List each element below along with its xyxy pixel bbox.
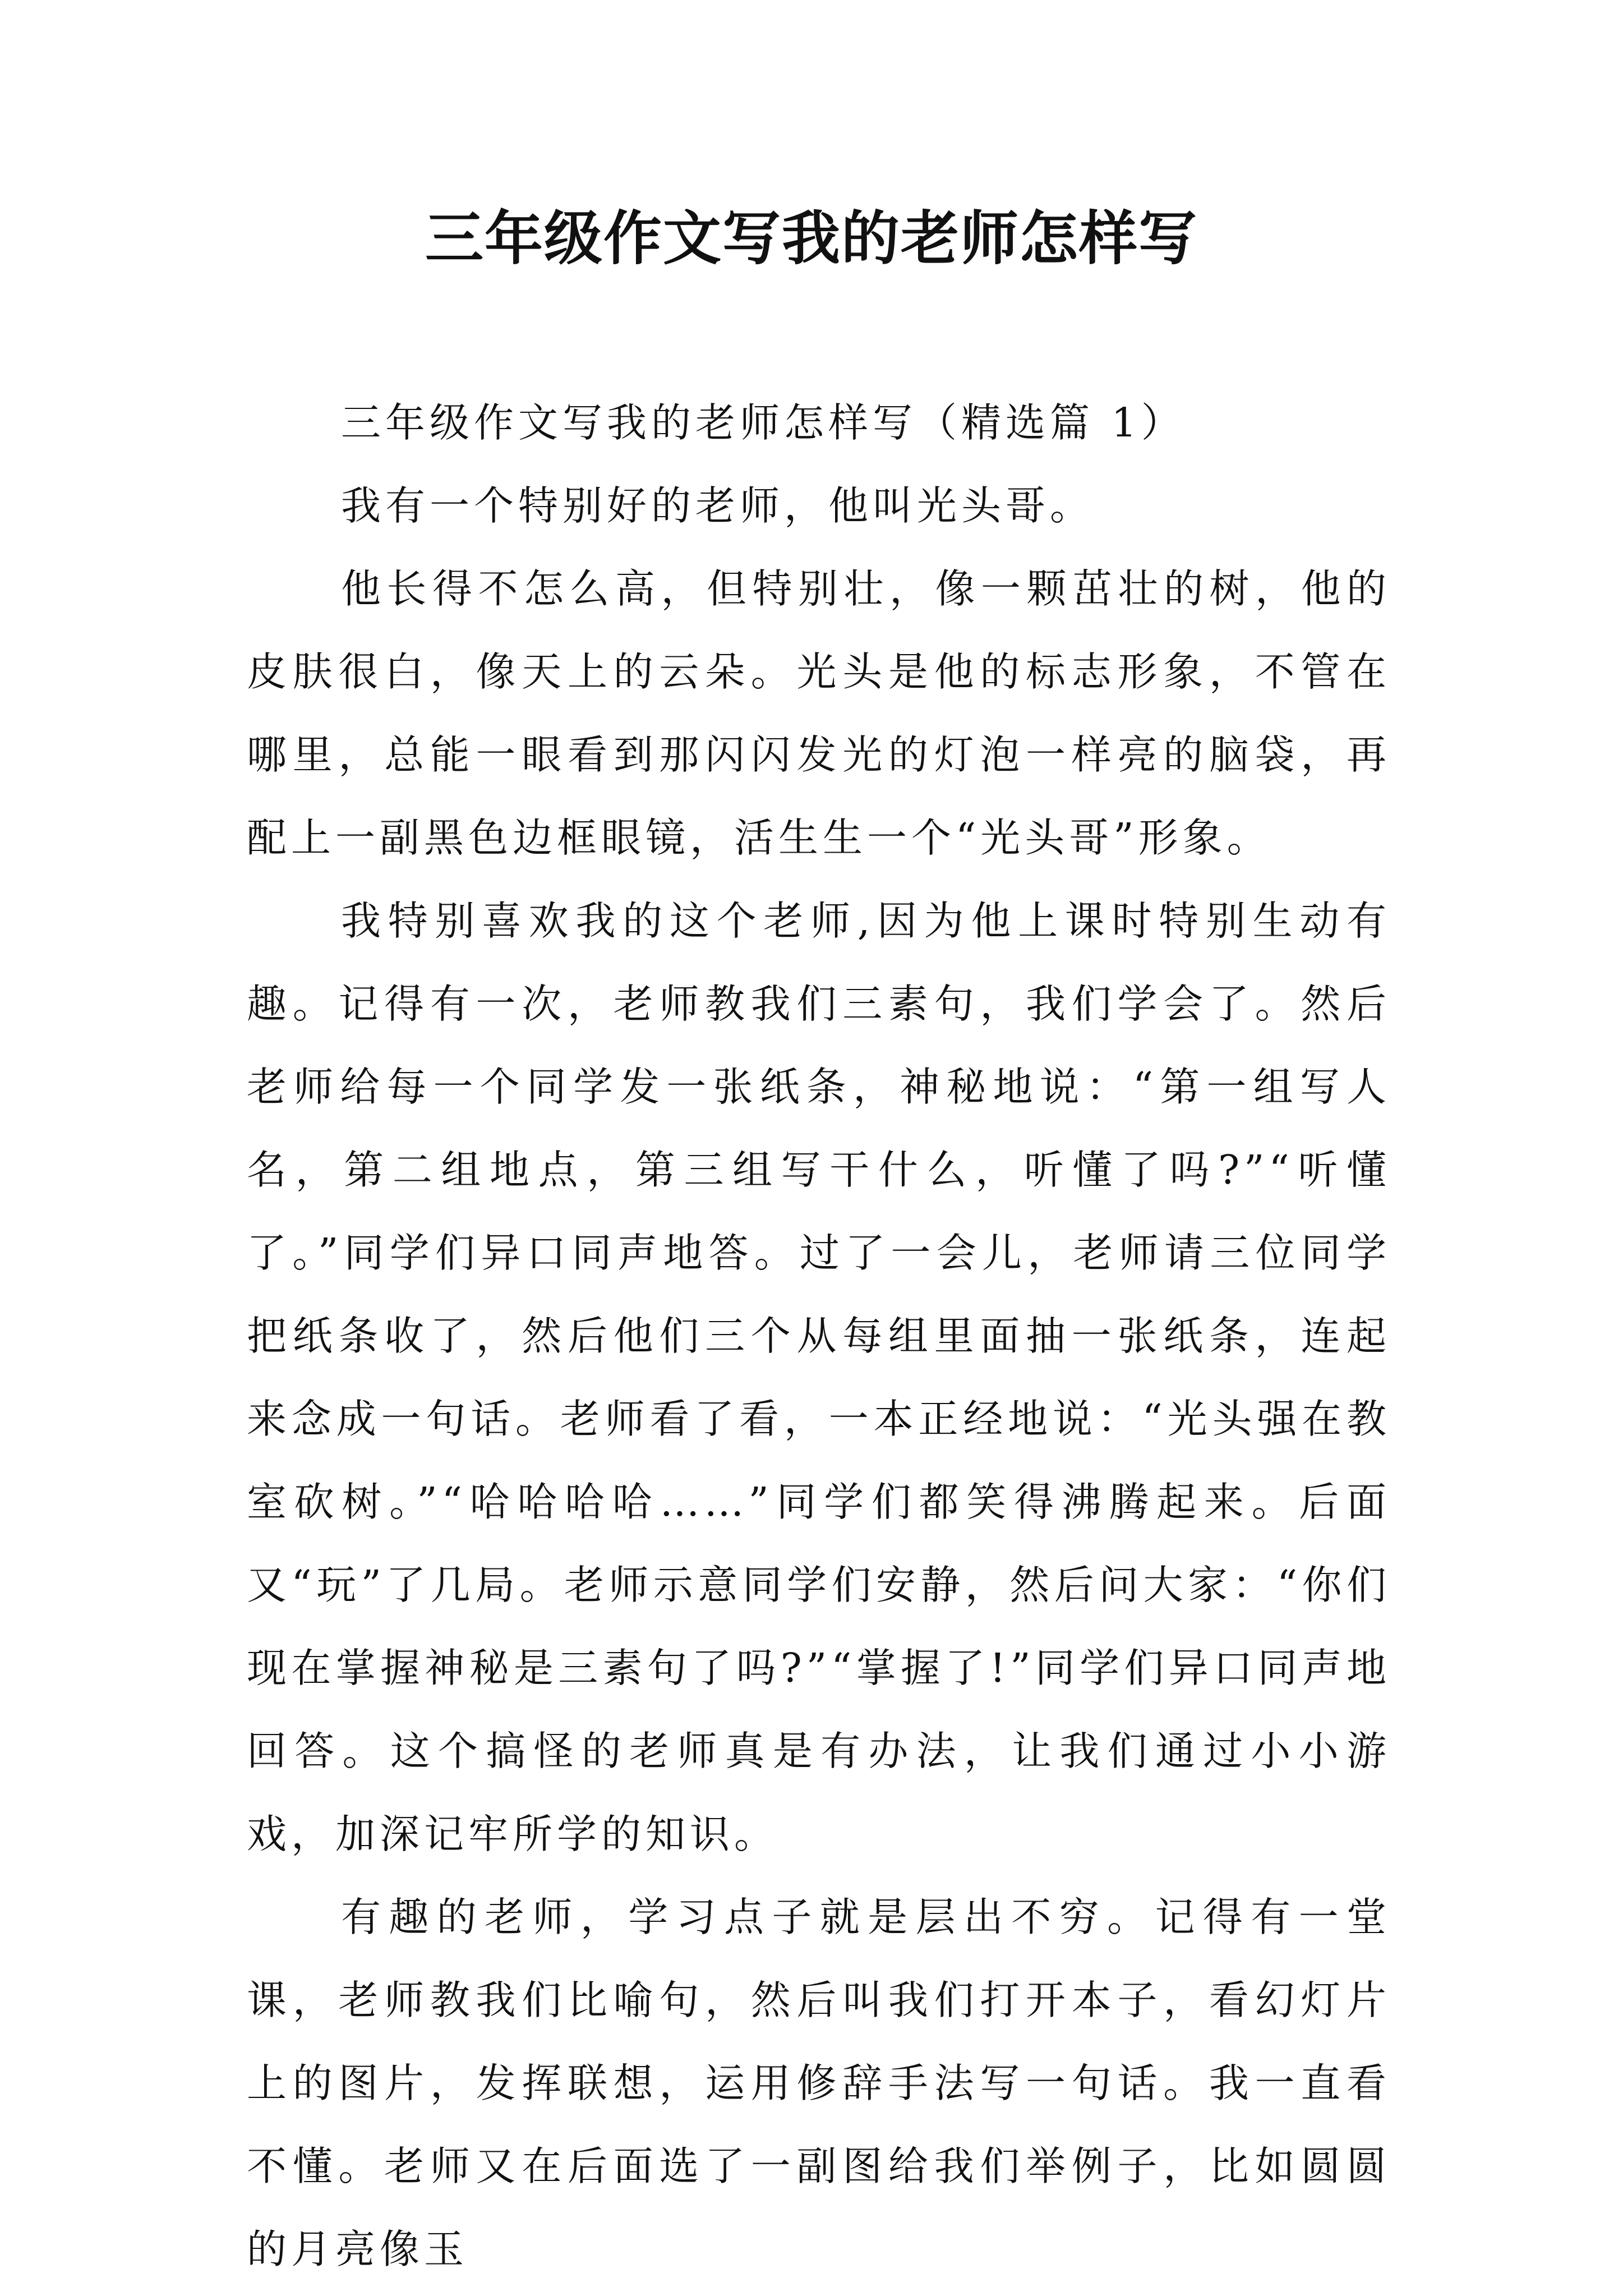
document-title: 三年级作文写我的老师怎样写 xyxy=(425,204,1198,273)
paragraph-subtitle: 三年级作文写我的老师怎样写（精选篇 1） xyxy=(341,399,1186,446)
document-body xyxy=(247,381,1391,2291)
paragraph: 我有一个特别好的老师，他叫光头哥。 xyxy=(341,482,1095,529)
paragraph: 他长得不怎么高，但特别壮，像一颗茁壮的树，他的皮肤很白，像天上的云朵。光头是他的标志形象，不管在哪里，总能一眼看到那闪闪发光的灯泡一样亮的脑袋，再配上一副黑色边框眼镜，活生生一个“光头哥”形象。 xyxy=(247,565,1391,861)
paragraph: 有趣的老师，学习点子就是层出不穷。记得有一堂课，老师教我们比喻句，然后叫我们打开本子，看幻灯片上的图片，发挥联想，运用修辞手法写一句话。我一直看不懂。老师又在后面选了一副图给我们举例子，比如圆圆的月亮像玉 xyxy=(247,1894,1391,2272)
paragraph: 我特别喜欢我的这个老师,因为他上课时特别生动有趣。记得有一次，老师教我们三素句，我们学会了。然后老师给每一个同学发一张纸条，神秘地说：“第一组写人名，第二组地点，第三组写干什么，听懂了吗?”“听懂了。”同学们异口同声地答。过了一会儿，老师请三位同学把纸条收了，然后他们三个从每组里面抽一张纸条，连起来念成一句话。老师看了看，一本正经地说：“光头强在教室砍树。”“哈哈哈哈……”同学们都笑得沸腾起来。后面又“玩”了几局。老师示意同学们安静，然后问大家：“你们现在掌握神秘是三素句了吗?”“掌握了!”同学们异口同声地回答。这个搞怪的老师真是有办法，让我们通过小小游戏，加深记牢所学的知识。 xyxy=(247,898,1391,1857)
